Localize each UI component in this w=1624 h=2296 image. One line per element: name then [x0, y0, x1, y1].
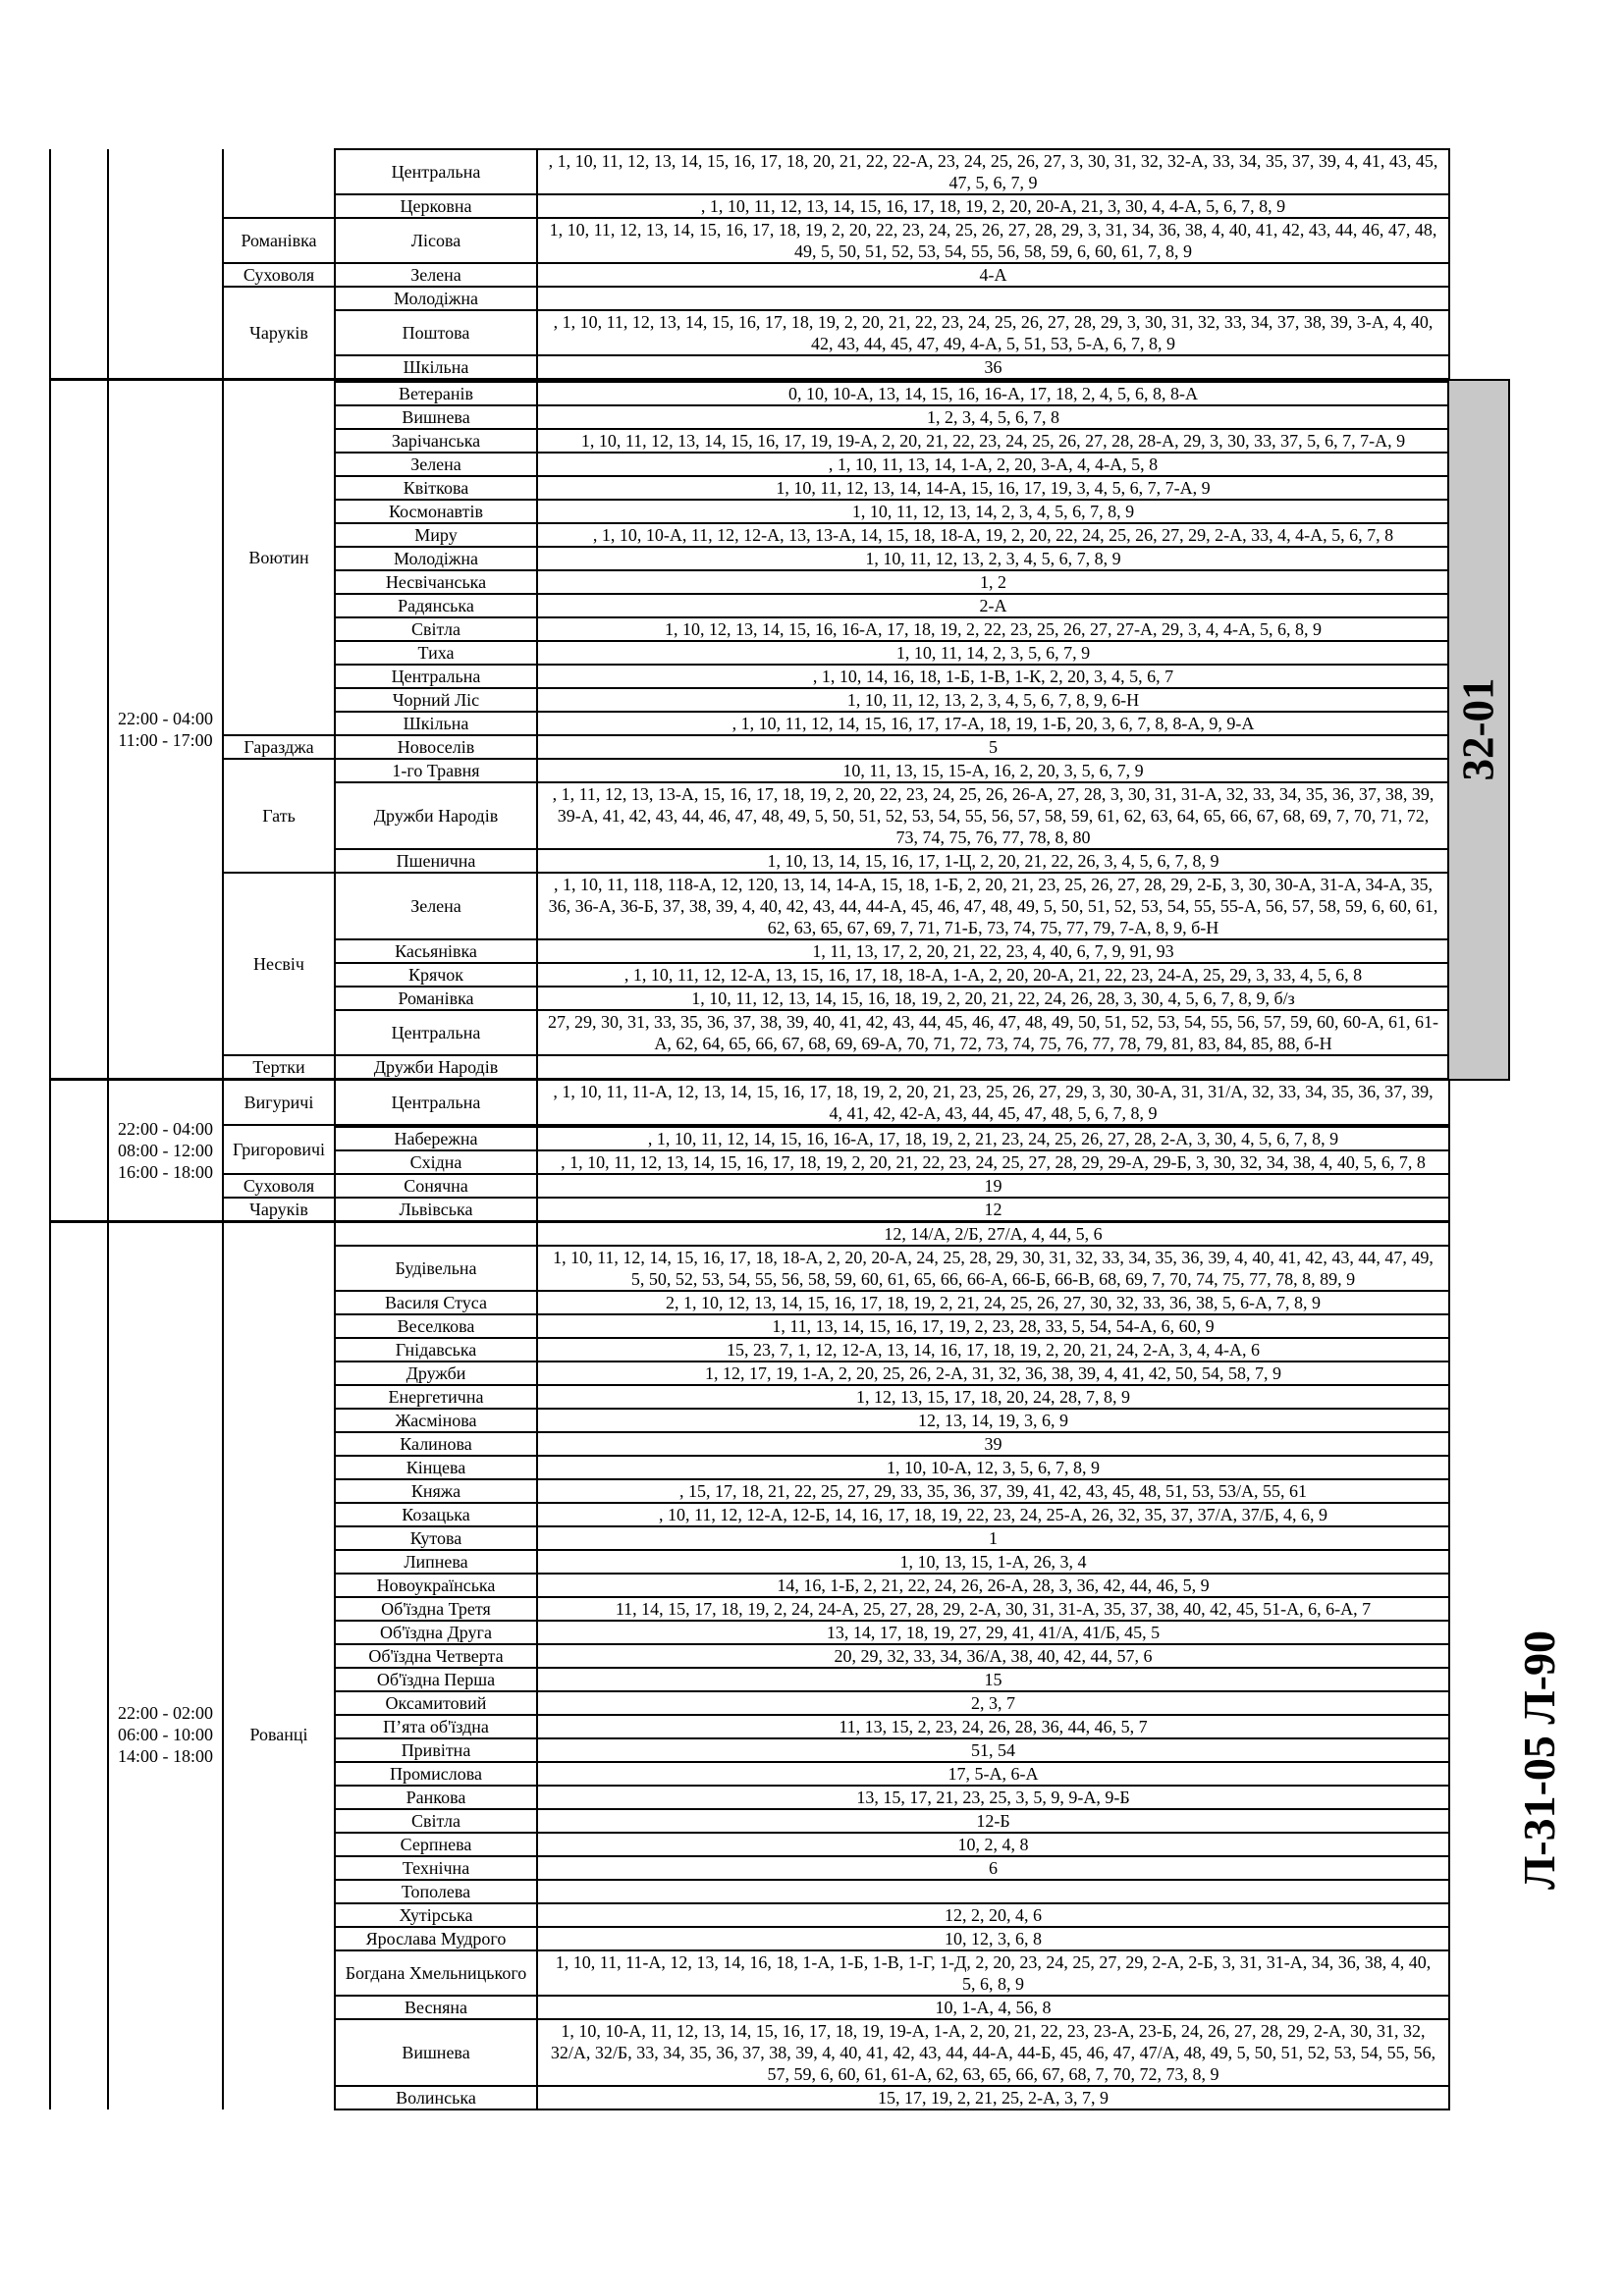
houses-cell: 5	[537, 735, 1449, 759]
houses-cell: 1, 10, 10-А, 11, 12, 13, 14, 15, 16, 17, 18, 19, 19-А, 1-А, 2, 20, 21, 22, 23, 23-А, 23-Б, 24, 26, 27, 28, 29, 2-А, 30, 31, 32, 32/А, 32/Б, 33, 34, 35, 36, 37, 38, 39, 4, 40, 41, 42, 43, 44, 44-А, 44-Б, 45, 46, 47, 47/А, 48, 49, 5, 50, 51, 52, 53, 54, 55, 56, 57, 59, 6, 60, 61, 61-А, 62, 63, 65, 66, 67, 68, 7, 70, 72, 73, 8, 9	[537, 2019, 1449, 2086]
street-cell: Об'їздна Четверта	[335, 1644, 537, 1668]
houses-cell: 39	[537, 1432, 1449, 1456]
street-cell: Гнідавська	[335, 1338, 537, 1362]
street-cell	[335, 1222, 537, 1247]
street-cell: Василя Стуса	[335, 1291, 537, 1314]
street-cell: Дружби	[335, 1362, 537, 1385]
table-row	[50, 735, 1449, 759]
street-cell: Зелена	[335, 873, 537, 939]
village-cell: Гаразджа	[223, 735, 335, 759]
region-cell	[50, 380, 108, 1080]
group-code-box	[1447, 379, 1510, 1081]
street-cell: Дружби Народів	[335, 1055, 537, 1080]
street-cell: 1-го Травня	[335, 759, 537, 782]
houses-cell: 36	[537, 355, 1449, 380]
houses-cell: 1, 10, 12, 13, 14, 15, 16, 16-А, 17, 18, 19, 2, 22, 23, 25, 26, 27, 27-А, 29, 3, 4, 4-А, 5, 6, 8, 9	[537, 617, 1449, 641]
street-cell: Радянська	[335, 594, 537, 617]
village-cell: Суховоля	[223, 263, 335, 287]
street-cell: Козацька	[335, 1503, 537, 1526]
houses-cell: 1, 10, 10-А, 12, 3, 5, 6, 7, 8, 9	[537, 1456, 1449, 1479]
houses-cell: 1, 10, 11, 12, 14, 15, 16, 17, 18, 18-А, 2, 20, 20-А, 24, 25, 28, 29, 30, 31, 32, 33, 34, 35, 36, 39, 4, 40, 41, 42, 43, 44, 47, 49, 5, 50, 52, 53, 54, 55, 56, 58, 59, 60, 61, 65, 66, 66-А, 66-Б, 66-В, 68, 69, 7, 70, 74, 75, 77, 78, 8, 89, 9	[537, 1246, 1449, 1291]
street-cell: Світла	[335, 1809, 537, 1833]
houses-cell: 1, 12, 17, 19, 1-А, 2, 20, 25, 26, 2-А, 31, 32, 36, 38, 39, 4, 41, 42, 50, 54, 58, 7, 9	[537, 1362, 1449, 1385]
houses-cell: 1	[537, 1526, 1449, 1550]
village-cell	[223, 149, 335, 218]
street-cell: Веселкова	[335, 1314, 537, 1338]
houses-cell: , 1, 10, 14, 16, 18, 1-Б, 1-В, 1-К, 2, 20, 3, 4, 5, 6, 7	[537, 665, 1449, 688]
houses-cell: 10, 12, 3, 6, 8	[537, 1927, 1449, 1950]
houses-cell: , 1, 10, 10-А, 11, 12, 12-А, 13, 13-А, 14, 15, 18, 18-А, 19, 2, 20, 22, 24, 25, 26, 27, 29, 2-А, 33, 4, 4-А, 5, 6, 7, 8	[537, 523, 1449, 547]
houses-cell: 10, 1-А, 4, 56, 8	[537, 1996, 1449, 2019]
street-cell: Квіткова	[335, 476, 537, 500]
street-cell: Об'їздна Перша	[335, 1668, 537, 1691]
group-code-label: 32-01	[1453, 677, 1503, 781]
street-cell: Центральна	[335, 1010, 537, 1055]
street-cell: Об'їздна Друга	[335, 1621, 537, 1644]
houses-cell: 1, 12, 13, 15, 17, 18, 20, 24, 28, 7, 8, 9	[537, 1385, 1449, 1409]
houses-cell: 2, 1, 10, 12, 13, 14, 15, 16, 17, 18, 19, 2, 21, 24, 25, 26, 27, 30, 32, 33, 36, 38, 5, 6-А, 7, 8, 9	[537, 1291, 1449, 1314]
street-cell: Космонавтів	[335, 500, 537, 523]
houses-cell: 11, 14, 15, 17, 18, 19, 2, 24, 24-А, 25, 27, 28, 29, 2-А, 30, 31, 31-А, 35, 37, 38, 40, 42, 45, 51-А, 6, 6-А, 7	[537, 1597, 1449, 1621]
table-row	[50, 287, 1449, 310]
table-row	[50, 873, 1449, 939]
houses-cell: 1, 10, 11, 12, 13, 14, 2, 3, 4, 5, 6, 7, 8, 9	[537, 500, 1449, 523]
houses-cell: 15, 23, 7, 1, 12, 12-А, 13, 14, 16, 17, 18, 19, 2, 20, 21, 24, 2-А, 3, 4, 4-А, 6	[537, 1338, 1449, 1362]
street-cell: Вишнева	[335, 405, 537, 429]
time-range: 16:00 - 18:00	[118, 1162, 213, 1182]
houses-cell: , 1, 10, 11, 12, 13, 14, 15, 16, 17, 18, 19, 2, 20, 21, 22, 23, 24, 25, 26, 27, 28, 29, 3, 30, 31, 32, 33, 34, 37, 38, 39, 3-А, 4, 40, 42, 43, 44, 45, 47, 49, 4-А, 5, 51, 53, 5-А, 6, 7, 8, 9	[537, 310, 1449, 355]
table-row	[50, 1055, 1449, 1080]
street-cell: Промислова	[335, 1762, 537, 1786]
street-cell: Технічна	[335, 1856, 537, 1880]
houses-cell: , 1, 10, 11, 12, 13, 14, 15, 16, 17, 18, 20, 21, 22, 22-А, 23, 24, 25, 26, 27, 3, 30, 31, 32, 32-А, 33, 34, 35, 37, 39, 4, 41, 43, 45, 47, 5, 6, 7, 9	[537, 149, 1449, 194]
street-cell: Шкільна	[335, 355, 537, 380]
street-cell: Липнева	[335, 1550, 537, 1574]
street-cell: Дружби Народів	[335, 782, 537, 849]
time-range: 22:00 - 04:00	[118, 1119, 213, 1139]
houses-cell: 1, 10, 11, 12, 13, 2, 3, 4, 5, 6, 7, 8, 9	[537, 547, 1449, 570]
street-cell: П’ята об'їздна	[335, 1715, 537, 1738]
houses-cell: , 1, 10, 11, 12, 12-А, 13, 15, 16, 17, 18, 18-А, 1-А, 2, 20, 20-А, 21, 22, 23, 24-А, 25, 29, 3, 33, 4, 5, 6, 8	[537, 963, 1449, 987]
street-cell: Оксамитовий	[335, 1691, 537, 1715]
schedule-body	[50, 149, 1449, 2109]
houses-cell: 12, 2, 20, 4, 6	[537, 1903, 1449, 1927]
houses-cell: , 1, 10, 11, 13, 14, 1-А, 2, 20, 3-А, 4, 4-А, 5, 8	[537, 453, 1449, 476]
street-cell: Зелена	[335, 453, 537, 476]
houses-cell: 12, 14/А, 2/Б, 27/А, 4, 44, 5, 6	[537, 1222, 1449, 1247]
street-cell: Молодіжна	[335, 547, 537, 570]
houses-cell: 12	[537, 1198, 1449, 1222]
village-cell: Рованці	[223, 1222, 335, 2110]
houses-cell: 20, 29, 32, 33, 34, 36/А, 38, 40, 42, 44, 57, 6	[537, 1644, 1449, 1668]
time-cell	[108, 149, 223, 380]
street-cell: Зелена	[335, 263, 537, 287]
time-range: 08:00 - 12:00	[118, 1141, 213, 1160]
houses-cell: 1, 10, 11, 12, 13, 14, 14-А, 15, 16, 17, 19, 3, 4, 5, 6, 7, 7-А, 9	[537, 476, 1449, 500]
street-cell: Привітна	[335, 1738, 537, 1762]
street-cell: Молодіжна	[335, 287, 537, 310]
houses-cell: 1, 11, 13, 14, 15, 16, 17, 19, 2, 23, 28, 33, 5, 54, 54-А, 6, 60, 9	[537, 1314, 1449, 1338]
village-cell: Чаруків	[223, 287, 335, 380]
street-cell: Лісова	[335, 218, 537, 263]
street-cell: Новоукраїнська	[335, 1574, 537, 1597]
houses-cell: 2-А	[537, 594, 1449, 617]
region-cell	[50, 149, 108, 380]
houses-cell: 15, 17, 19, 2, 21, 25, 2-А, 3, 7, 9	[537, 2086, 1449, 2109]
street-cell: Богдана Хмельницького	[335, 1950, 537, 1996]
houses-cell: 51, 54	[537, 1738, 1449, 1762]
houses-cell: , 1, 10, 11, 118, 118-А, 12, 120, 13, 14, 14-А, 15, 18, 1-Б, 2, 20, 21, 23, 25, 26, 27, 28, 29, 2-Б, 3, 30, 30-А, 31-А, 34-А, 35, 36, 36-А, 36-Б, 37, 38, 39, 4, 40, 42, 43, 44, 44-А, 45, 46, 47, 48, 49, 5, 50, 51, 52, 53, 54, 55, 55-А, 56, 57, 58, 59, 6, 60, 61, 62, 63, 65, 67, 69, 7, 71, 71-Б, 73, 74, 75, 77, 79, 7-А, 8, 9, б-Н	[537, 873, 1449, 939]
street-cell: Романівка	[335, 987, 537, 1010]
houses-cell: , 1, 10, 11, 12, 13, 14, 15, 16, 17, 18, 19, 2, 20, 20-А, 21, 3, 30, 4, 4-А, 5, 6, 7, 8, 9	[537, 194, 1449, 218]
street-cell: Крячок	[335, 963, 537, 987]
table-row	[50, 1222, 1449, 1247]
village-cell: Несвіч	[223, 873, 335, 1055]
street-cell: Кутова	[335, 1526, 537, 1550]
village-cell: Воютин	[223, 380, 335, 736]
street-cell: Ярослава Мудрого	[335, 1927, 537, 1950]
houses-cell: 0, 10, 10-А, 13, 14, 15, 16, 16-А, 17, 18, 2, 4, 5, 6, 8, 8-А	[537, 382, 1449, 405]
street-cell: Львівська	[335, 1198, 537, 1222]
street-cell: Княжа	[335, 1479, 537, 1503]
time-range: 22:00 - 02:00	[118, 1702, 213, 1723]
table-row	[50, 263, 1449, 287]
table-row	[50, 759, 1449, 782]
street-cell: Чорний Ліс	[335, 688, 537, 712]
houses-cell: 13, 15, 17, 21, 23, 25, 3, 5, 9, 9-А, 9-Б	[537, 1786, 1449, 1809]
street-cell: Касьянівка	[335, 939, 537, 963]
street-cell: Церковна	[335, 194, 537, 218]
houses-cell: , 1, 10, 11, 12, 13, 14, 15, 16, 17, 18, 19, 2, 20, 21, 22, 23, 24, 25, 27, 28, 29, 29-А, 29-Б, 3, 30, 32, 34, 38, 4, 40, 5, 6, 7, 8	[537, 1150, 1449, 1174]
street-cell: Тиха	[335, 641, 537, 665]
houses-cell: 1, 10, 11, 12, 13, 14, 15, 16, 17, 19, 19-А, 2, 20, 21, 22, 23, 24, 25, 26, 27, 28, 28-А, 29, 3, 30, 33, 37, 5, 6, 7, 7-А, 9	[537, 429, 1449, 453]
houses-cell: 1, 10, 11, 14, 2, 3, 5, 6, 7, 9	[537, 641, 1449, 665]
street-cell: Миру	[335, 523, 537, 547]
table-row	[50, 1080, 1449, 1126]
houses-cell: 10, 2, 4, 8	[537, 1833, 1449, 1856]
time-cell	[108, 380, 223, 1080]
street-cell: Центральна	[335, 1080, 537, 1126]
houses-cell: 2, 3, 7	[537, 1691, 1449, 1715]
table-row	[50, 149, 1449, 194]
houses-cell: 1, 10, 11, 12, 13, 14, 15, 16, 18, 19, 2, 20, 21, 22, 24, 26, 28, 3, 30, 4, 5, 6, 7, 8, 9, б/з	[537, 987, 1449, 1010]
street-cell: Східна	[335, 1150, 537, 1174]
street-cell: Калинова	[335, 1432, 537, 1456]
street-cell: Вишнева	[335, 2019, 537, 2086]
houses-cell: 1, 11, 13, 17, 2, 20, 21, 22, 23, 4, 40, 6, 7, 9, 91, 93	[537, 939, 1449, 963]
outage-schedule-table	[49, 148, 1450, 2110]
street-cell: Зарічанська	[335, 429, 537, 453]
street-cell: Шкільна	[335, 712, 537, 735]
street-cell: Ранкова	[335, 1786, 537, 1809]
street-cell: Хутірська	[335, 1903, 537, 1927]
houses-cell: 12, 13, 14, 19, 3, 6, 9	[537, 1409, 1449, 1432]
houses-cell: 1, 10, 11, 12, 13, 2, 3, 4, 5, 6, 7, 8, 9, 6-Н	[537, 688, 1449, 712]
village-cell: Вигуричі	[223, 1080, 335, 1126]
houses-cell	[537, 1055, 1449, 1080]
houses-cell: 19	[537, 1174, 1449, 1198]
street-cell: Ветеранів	[335, 382, 537, 405]
street-cell: Поштова	[335, 310, 537, 355]
time-cell	[108, 1080, 223, 1222]
houses-cell: , 10, 11, 12, 12-А, 12-Б, 14, 16, 17, 18, 19, 22, 23, 24, 25-А, 26, 32, 35, 37, 37/А, 37/Б, 4, 6, 9	[537, 1503, 1449, 1526]
village-cell: Суховоля	[223, 1174, 335, 1198]
street-cell: Сонячна	[335, 1174, 537, 1198]
street-cell: Будівельна	[335, 1246, 537, 1291]
houses-cell: , 1, 11, 12, 13, 13-А, 15, 16, 17, 18, 19, 2, 20, 22, 23, 24, 25, 26, 26-А, 27, 28, 3, 30, 31, 31-А, 32, 33, 34, 35, 36, 37, 38, 39, 39-А, 41, 42, 43, 44, 46, 47, 48, 49, 5, 50, 51, 52, 53, 54, 55, 56, 57, 58, 59, 61, 62, 63, 64, 65, 66, 67, 68, 69, 7, 70, 71, 72, 73, 74, 75, 76, 77, 78, 8, 80	[537, 782, 1449, 849]
street-cell: Пшенична	[335, 849, 537, 873]
time-cell	[108, 1222, 223, 2110]
village-cell: Чаруків	[223, 1198, 335, 1222]
street-cell: Жасмінова	[335, 1409, 537, 1432]
houses-cell: , 1, 10, 11, 12, 14, 15, 16, 17, 17-А, 18, 19, 1-Б, 20, 3, 6, 7, 8, 8-А, 9, 9-А	[537, 712, 1449, 735]
houses-cell: 17, 5-А, 6-А	[537, 1762, 1449, 1786]
table-row	[50, 1174, 1449, 1198]
houses-cell: 1, 2	[537, 570, 1449, 594]
houses-cell: 1, 10, 11, 12, 13, 14, 15, 16, 17, 18, 19, 2, 20, 22, 23, 24, 25, 26, 27, 28, 29, 3, 31, 34, 36, 38, 4, 40, 41, 42, 43, 44, 46, 47, 48, 49, 5, 50, 51, 52, 53, 54, 55, 56, 58, 59, 6, 60, 61, 7, 8, 9	[537, 218, 1449, 263]
time-range: 14:00 - 18:00	[118, 1745, 213, 1766]
region-cell	[50, 1222, 108, 2110]
street-cell: Набережна	[335, 1127, 537, 1150]
houses-cell: 1, 10, 13, 14, 15, 16, 17, 1-Ц, 2, 20, 21, 22, 26, 3, 4, 5, 6, 7, 8, 9	[537, 849, 1449, 873]
houses-cell: 27, 29, 30, 31, 33, 35, 36, 37, 38, 39, 40, 41, 42, 43, 44, 45, 46, 47, 48, 49, 50, 51, 52, 53, 54, 55, 56, 57, 59, 60, 60-А, 61, 61-А, 62, 64, 65, 66, 67, 68, 69, 69-А, 70, 71, 72, 73, 74, 75, 76, 77, 78, 79, 81, 83, 84, 85, 88, б-Н	[537, 1010, 1449, 1055]
houses-cell: 12-Б	[537, 1809, 1449, 1833]
street-cell: Несвічанська	[335, 570, 537, 594]
street-cell: Новоселів	[335, 735, 537, 759]
houses-cell: 1, 2, 3, 4, 5, 6, 7, 8	[537, 405, 1449, 429]
street-cell: Центральна	[335, 149, 537, 194]
line-codes-label: Л-31-05 Л-90	[1514, 1629, 1564, 1891]
street-cell: Волинська	[335, 2086, 537, 2109]
table-row	[50, 1198, 1449, 1222]
street-cell: Тополева	[335, 1880, 537, 1903]
street-cell: Центральна	[335, 665, 537, 688]
table-row	[50, 218, 1449, 263]
houses-cell: , 1, 10, 11, 12, 14, 15, 16, 16-А, 17, 18, 19, 2, 21, 23, 24, 25, 26, 27, 28, 2-А, 3, 30, 4, 5, 6, 7, 8, 9	[537, 1127, 1449, 1150]
village-cell: Тертки	[223, 1055, 335, 1080]
village-cell: Романівка	[223, 218, 335, 263]
village-cell: Гать	[223, 759, 335, 873]
houses-cell: 4-А	[537, 263, 1449, 287]
houses-cell: 13, 14, 17, 18, 19, 27, 29, 41, 41/А, 41/Б, 45, 5	[537, 1621, 1449, 1644]
houses-cell: 10, 11, 13, 15, 15-А, 16, 2, 20, 3, 5, 6, 7, 9	[537, 759, 1449, 782]
houses-cell	[537, 287, 1449, 310]
street-cell: Енергетична	[335, 1385, 537, 1409]
time-range: 06:00 - 10:00	[118, 1724, 213, 1744]
street-cell: Світла	[335, 617, 537, 641]
houses-cell: 14, 16, 1-Б, 2, 21, 22, 24, 26, 26-А, 28, 3, 36, 42, 44, 46, 5, 9	[537, 1574, 1449, 1597]
village-cell: Григоровичі	[223, 1125, 335, 1174]
houses-cell: 6	[537, 1856, 1449, 1880]
street-cell: Весняна	[335, 1996, 537, 2019]
street-cell: Об'їздна Третя	[335, 1597, 537, 1621]
street-cell: Кінцева	[335, 1456, 537, 1479]
houses-cell: 1, 10, 13, 15, 1-А, 26, 3, 4	[537, 1550, 1449, 1574]
houses-cell: , 1, 10, 11, 11-А, 12, 13, 14, 15, 16, 17, 18, 19, 2, 20, 21, 23, 25, 26, 27, 29, 3, 30, 30-А, 31, 31/А, 32, 33, 34, 35, 36, 37, 39, 4, 41, 42, 42-А, 43, 44, 45, 47, 48, 5, 6, 7, 8, 9	[537, 1080, 1449, 1126]
time-range: 22:00 - 04:00	[118, 709, 213, 728]
houses-cell: , 15, 17, 18, 21, 22, 25, 27, 29, 33, 35, 36, 37, 39, 41, 42, 43, 45, 48, 51, 53, 53/А, 55, 61	[537, 1479, 1449, 1503]
houses-cell	[537, 1880, 1449, 1903]
street-cell: Серпнева	[335, 1833, 537, 1856]
time-range: 11:00 - 17:00	[118, 730, 213, 750]
houses-cell: 1, 10, 11, 11-А, 12, 13, 14, 16, 18, 1-А, 1-Б, 1-В, 1-Г, 1-Д, 2, 20, 23, 24, 25, 27, 29, 2-А, 2-Б, 3, 31, 31-А, 34, 36, 38, 4, 40, 5, 6, 8, 9	[537, 1950, 1449, 1996]
region-cell	[50, 1080, 108, 1222]
houses-cell: 15	[537, 1668, 1449, 1691]
houses-cell: 11, 13, 15, 2, 23, 24, 26, 28, 36, 44, 46, 5, 7	[537, 1715, 1449, 1738]
